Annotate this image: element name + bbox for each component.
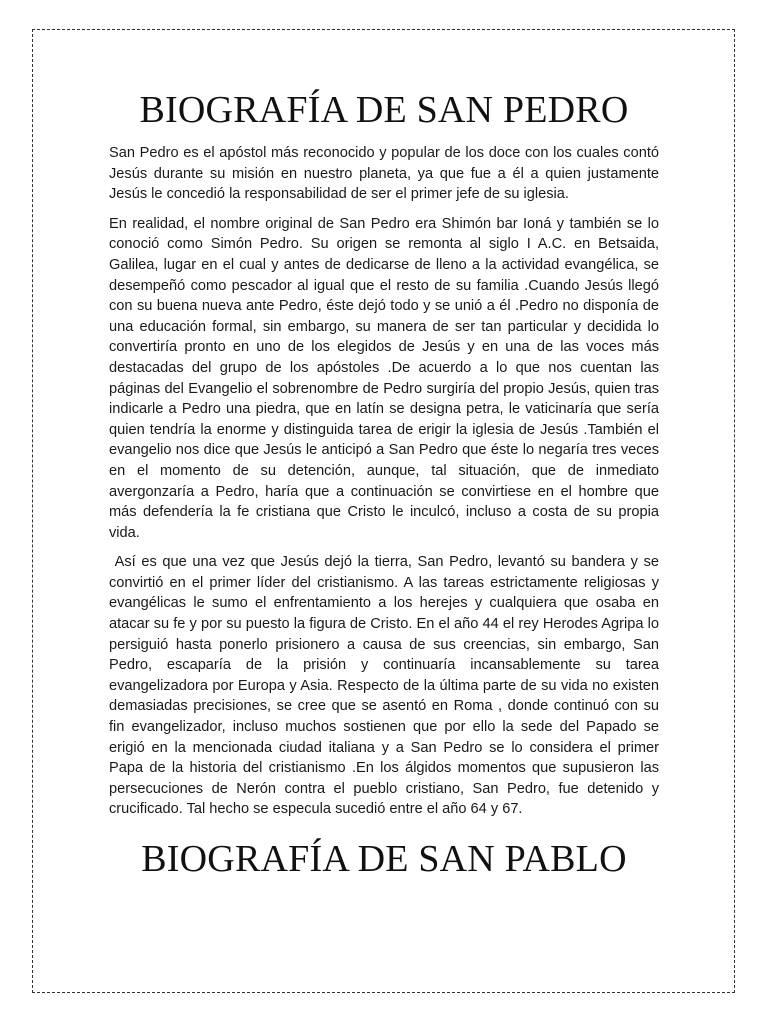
title-san-pablo: BIOGRAFÍA DE SAN PABLO bbox=[141, 838, 627, 880]
paragraph-3: Así es que una vez que Jesús dejó la tierra, San Pedro, levantó su bandera y se convirtió en el primer líder del cristianismo. A las tareas estrictamente religiosas y evangélicas le sumo el enfrentamiento a los herejes y cualquiera que osaba en atacar su fe y por su puesto la figura de Cristo. En el año 44 el rey Herodes Agripa lo persiguió hasta ponerlo prisionero a causa de sus creencias, sin embargo, San Pedro, escaparía de la prisión y continuaría incansablemente su tarea evangelizadora por Europa y Asia. Respecto de la última parte de su vida no existen demasiadas precisiones, se cree que se asentó en Roma , donde continuó con su fin evangelizador, incluso muchos sostienen que por ello la sede del Papado se erigió en la mencionada ciudad italiana y a San Pedro se lo considera el primer Papa de la historia del cristianismo .En los álgidos momentos que supusieron las persecuciones de Nerón contra el pueblo cristiano, San Pedro, fue detenido y crucificado. Tal hecho se especula sucedió entre el año 64 y 67. bbox=[109, 554, 664, 818]
paragraph-1: San Pedro es el apóstol más reconocido y popular de los doce con los cuales contó Jesús durante su misión en nuestro planeta, ya que fue a él a quien justamente Jesús le concedió la responsabilidad de ser el primer jefe de su iglesia. bbox=[109, 145, 659, 203]
paragraph-2: En realidad, el nombre original de San Pedro era Shimón bar Ioná y también se lo conoció como Simón Pedro. Su origen se remonta al siglo I A.C. en Betsaida, Galilea, lugar en el cual y antes de dedicarse de lleno a la actividad evangélica, se desempeñó como pescador al igual que el resto de su familia .Cuando Jesús llegó con su buena nueva ante Pedro, éste dejó todo y se unió a él .Pedro no disponía de una educación formal, sin embargo, su manera de ser tan particular y decidida lo convertiría pronto en uno de los elegidos de Jesús y en una de las voces más destacadas del grupo de los apóstoles .De acuerdo a lo que nos cuentan las páginas del Evangelio el sobrenombre de Pedro surgiría del propio Jesús, quien tras indicarle a Pedro una piedra, que en latín se designa petra, le vaticinaría que sería quien tendría la enorme y distinguida tarea de erigir la iglesia de Jesús .También el evangelio nos dice que Jesús le anticipó a San Pedro que éste lo negaría tres veces en el momento de su detención, aunque, tal situación, que de inmediato avergonzaría a Pedro, haría que a continuación se convirtiese en el hombre que más defendería la fe cristiana que Cristo le inculcó, incluso a costa de su propia vida. bbox=[109, 215, 659, 541]
document-body bbox=[109, 80, 664, 889]
title-san-pedro: BIOGRAFÍA DE SAN PEDRO bbox=[139, 89, 629, 131]
